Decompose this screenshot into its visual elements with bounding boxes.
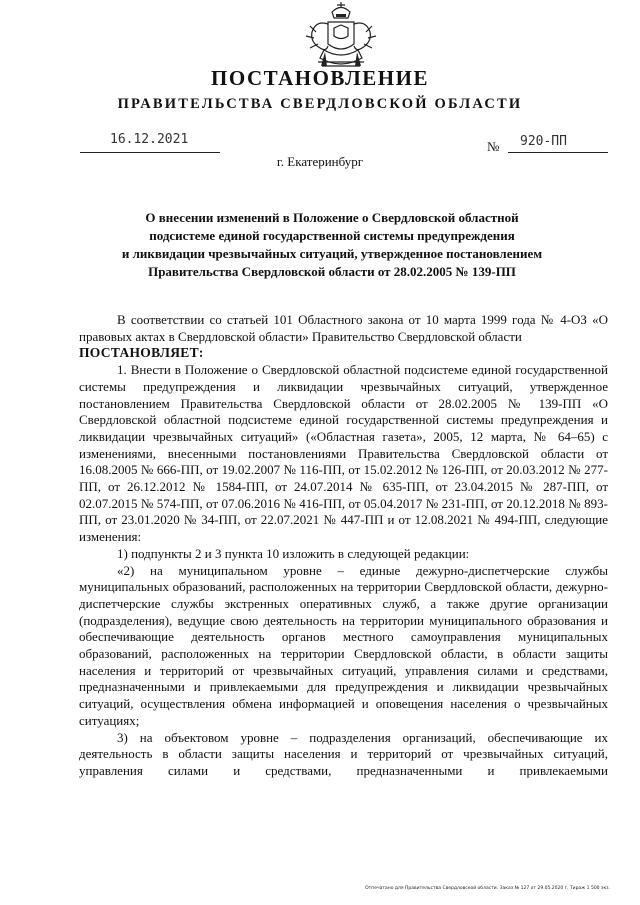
document-heading xyxy=(80,209,584,281)
date-underline xyxy=(80,152,220,153)
number-underline xyxy=(508,152,608,153)
number-sign: № xyxy=(487,139,500,154)
number-field: 920-ПП xyxy=(520,134,567,149)
city-label: г. Екатеринбург xyxy=(276,154,364,169)
issuer-title: ПРАВИТЕЛЬСТВА СВЕРДЛОВСКОЙ ОБЛАСТИ xyxy=(117,96,523,112)
preamble-paragraph: В соответствии со статьей 101 Областного закона от 10 марта 1999 года № 4-ОЗ «О правовых актах в Свердловской области» Правительство Свердловской области xyxy=(79,312,608,344)
heading-line: и ликвидации чрезвычайных ситуаций, утвержденное постановлением xyxy=(121,246,543,261)
heading-line: О внесении изменений в Положение о Свердловской областной xyxy=(145,210,519,225)
item-1-paragraph: 1. Внести в Положение о Свердловской областной подсистеме единой государственной системы предупреждения и ликвидации чрезвычайных ситуаций, утвержденное постановлением Правительства Свердловской области от 28.02.2005 № 139-ПП «О Свердловской областной подсистеме единой государственной системы предупреждения и ликвидации чрезвычайных ситуаций» («Областная газета», 2005, 12 марта, № 64–65) с изменениями, внесенными постановлениями Правительства Свердловской области от 16.08.2005 № 666-ПП, от 19.02.2007 № 116-ПП, от 15.02.2012 № 126-ПП, от 20.03.2012 № 277-ПП, от 26.12.2012 № 1584-ПП, от 24.07.2014 № 635-ПП, от 23.04.2015 № 287-ПП, от 02.07.2015 № 574-ПП, от 07.06.2016 № 416-ПП, от 05.04.2017 № 231-ПП, от 20.12.2018 № 893-ПП, от 23.01.2020 № 34-ПП, от 22.07.2021 № 447-ПП и от 12.08.2021 № 494-ПП, следующие изменения: xyxy=(79,362,608,545)
coat-of-arms-icon xyxy=(298,2,384,72)
document-type-title: ПОСТАНОВЛЕНИЕ xyxy=(211,66,429,90)
decree-word: ПОСТАНОВЛЯЕТ: xyxy=(79,345,204,361)
subitem-3-paragraph: 3) на объектовом уровне – подразделения организаций, обеспечивающие их деятельность в области защиты населения и территорий от чрезвычайных ситуаций, управления силами и средствами, предназначенными и привлекаемыми xyxy=(79,729,608,778)
subitem-2-quote-paragraph: «2) на муниципальном уровне – единые дежурно-диспетчерские службы муниципальных образований, расположенных на территории Свердловской области, дежурно-диспетчерские службы экстренных оперативных служб, а также другие организации (подразделения), ведущие свою деятельность на территории муниципального образования и обеспечивающие деятельность органов местного самоуправления муниципальных образований, расположенных на территории Свердловской области, в области защиты населения и территорий от чрезвычайных ситуаций, управления силами и средствами, предназначенными и привлекаемыми для предупреждения и ликвидации чрезвычайных ситуаций, осуществления обмена информацией и оповещения населения о чрезвычайных ситуациях; xyxy=(79,562,608,728)
subitem-1-paragraph: 1) подпункты 2 и 3 пункта 10 изложить в следующей редакции: xyxy=(117,545,470,561)
heading-line: подсистеме единой государственной системы предупреждения xyxy=(149,228,515,243)
date-field: 16.12.2021 xyxy=(110,132,189,147)
heading-line: Правительства Свердловской области от 28.02.2005 № 139-ПП xyxy=(148,264,516,279)
document-body xyxy=(79,312,608,780)
print-footer: Отпечатано для Правительства Свердловской области. Заказ № 127 от 29.05.2020 г. Тираж 1 500 экз. xyxy=(365,886,610,891)
